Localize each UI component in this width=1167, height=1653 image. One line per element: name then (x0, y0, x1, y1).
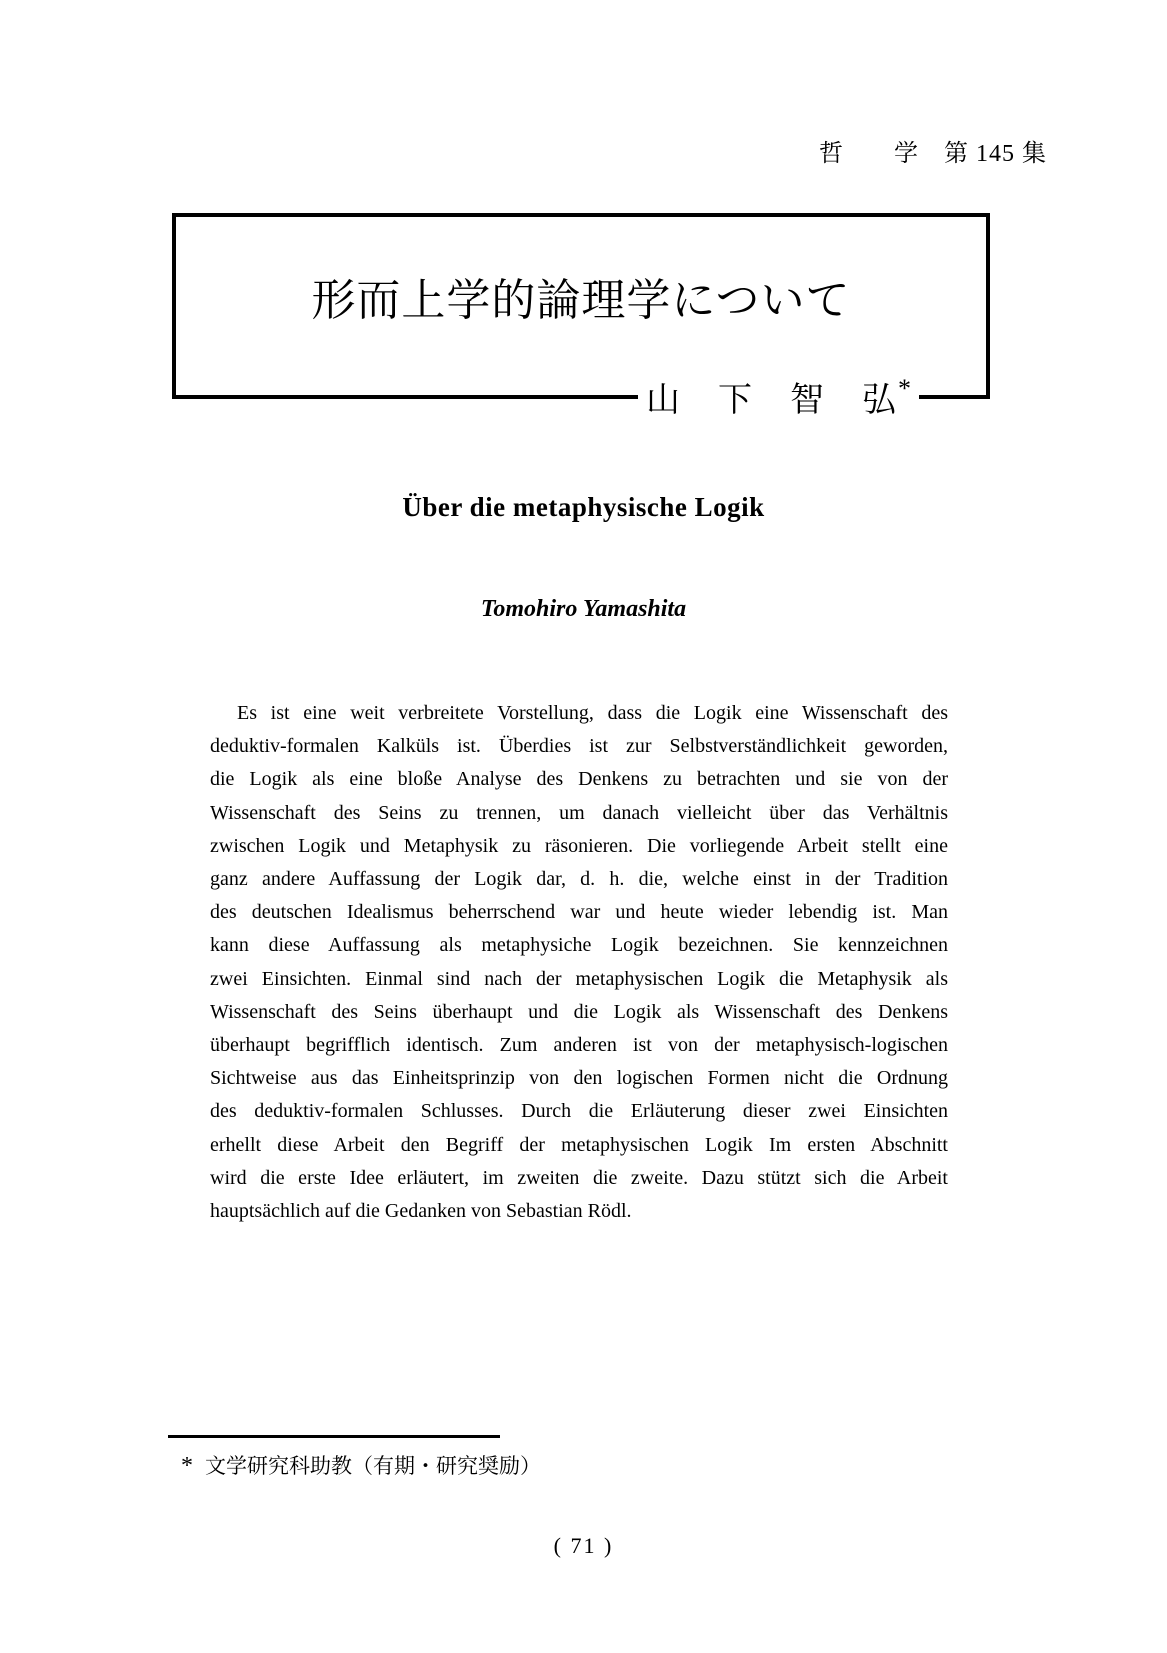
abstract-line: die Logik als eine bloße Analyse des Denkens zu betrachten und sie von der (210, 768, 948, 791)
abstract-line: kann diese Auffassung als metaphysiche Logik bezeichnen. Sie kennzeichnen (210, 934, 948, 957)
abstract-paragraph (210, 697, 948, 1228)
article-author-name: 山 下 智 弘 (646, 382, 898, 419)
title-box (172, 213, 990, 419)
abstract-line: deduktiv-formalen Kalküls ist. Überdies ist zur Selbstverständlichkeit geworden, (210, 735, 948, 758)
abstract-line: Es ist eine weit verbreitete Vorstellung, dass die Logik eine Wissenschaft des (237, 702, 948, 724)
abstract-line: erhellt diese Arbeit den Begriff der metaphysischen Logik Im ersten Abschnitt (210, 1133, 948, 1156)
rule-right-segment (919, 395, 990, 399)
page-number: ( 71 ) (553, 1533, 614, 1558)
abstract-line: Sichtweise aus das Einheitsprinzip von den logischen Formen nicht die Ordnung (210, 1067, 948, 1090)
abstract-line: Wissenschaft des Seins zu trennen, um danach vielleicht über das Verhältnis (210, 801, 948, 824)
subtitle-german: Über die metaphysische Logik (402, 492, 765, 522)
abstract-line: Wissenschaft des Seins überhaupt und die Logik als Wissenschaft des Denkens (210, 1000, 948, 1023)
author-romanized: Tomohiro Yamashita (480, 596, 687, 622)
abstract-line: zwei Einsichten. Einmal sind nach der metaphysischen Logik die Metaphysik als (210, 967, 948, 990)
abstract-line: des deutschen Idealismus beherrschend war und heute wieder lebendig ist. Man (210, 901, 948, 924)
abstract-line: des deduktiv-formalen Schlusses. Durch die Erläuterung dieser zwei Einsichten (210, 1100, 948, 1123)
author-note-marker: * (898, 374, 911, 403)
footnote-marker: * (181, 1453, 193, 1479)
abstract-line: überhaupt begrifflich identisch. Zum anderen ist von der metaphysisch-logischen (210, 1034, 948, 1057)
article-title: 形而上学的論理学について (311, 276, 851, 325)
abstract-line: zwischen Logik und Metaphysik zu räsonieren. Die vorliegende Arbeit stellt eine (210, 834, 948, 857)
journal-header: 哲 学 第 145 集 (819, 141, 1047, 167)
footnote-rule (168, 1435, 500, 1438)
abstract-line: ganz andere Auffassung der Logik dar, d. h. die, welche einst in der Tradition (210, 868, 948, 891)
abstract-line: hauptsächlich auf die Gedanken von Sebastian Rödl. (210, 1200, 632, 1223)
footnote-text: 文学研究科助教（有期・研究奨励） (205, 1454, 541, 1478)
rule-left-segment (172, 395, 638, 399)
article-author (638, 376, 919, 418)
footnote (181, 1450, 541, 1480)
title-box-bottom-rule (172, 376, 990, 418)
abstract-line: wird die erste Idee erläutert, im zweiten die zweite. Dazu stützt sich die Arbeit (210, 1166, 948, 1189)
